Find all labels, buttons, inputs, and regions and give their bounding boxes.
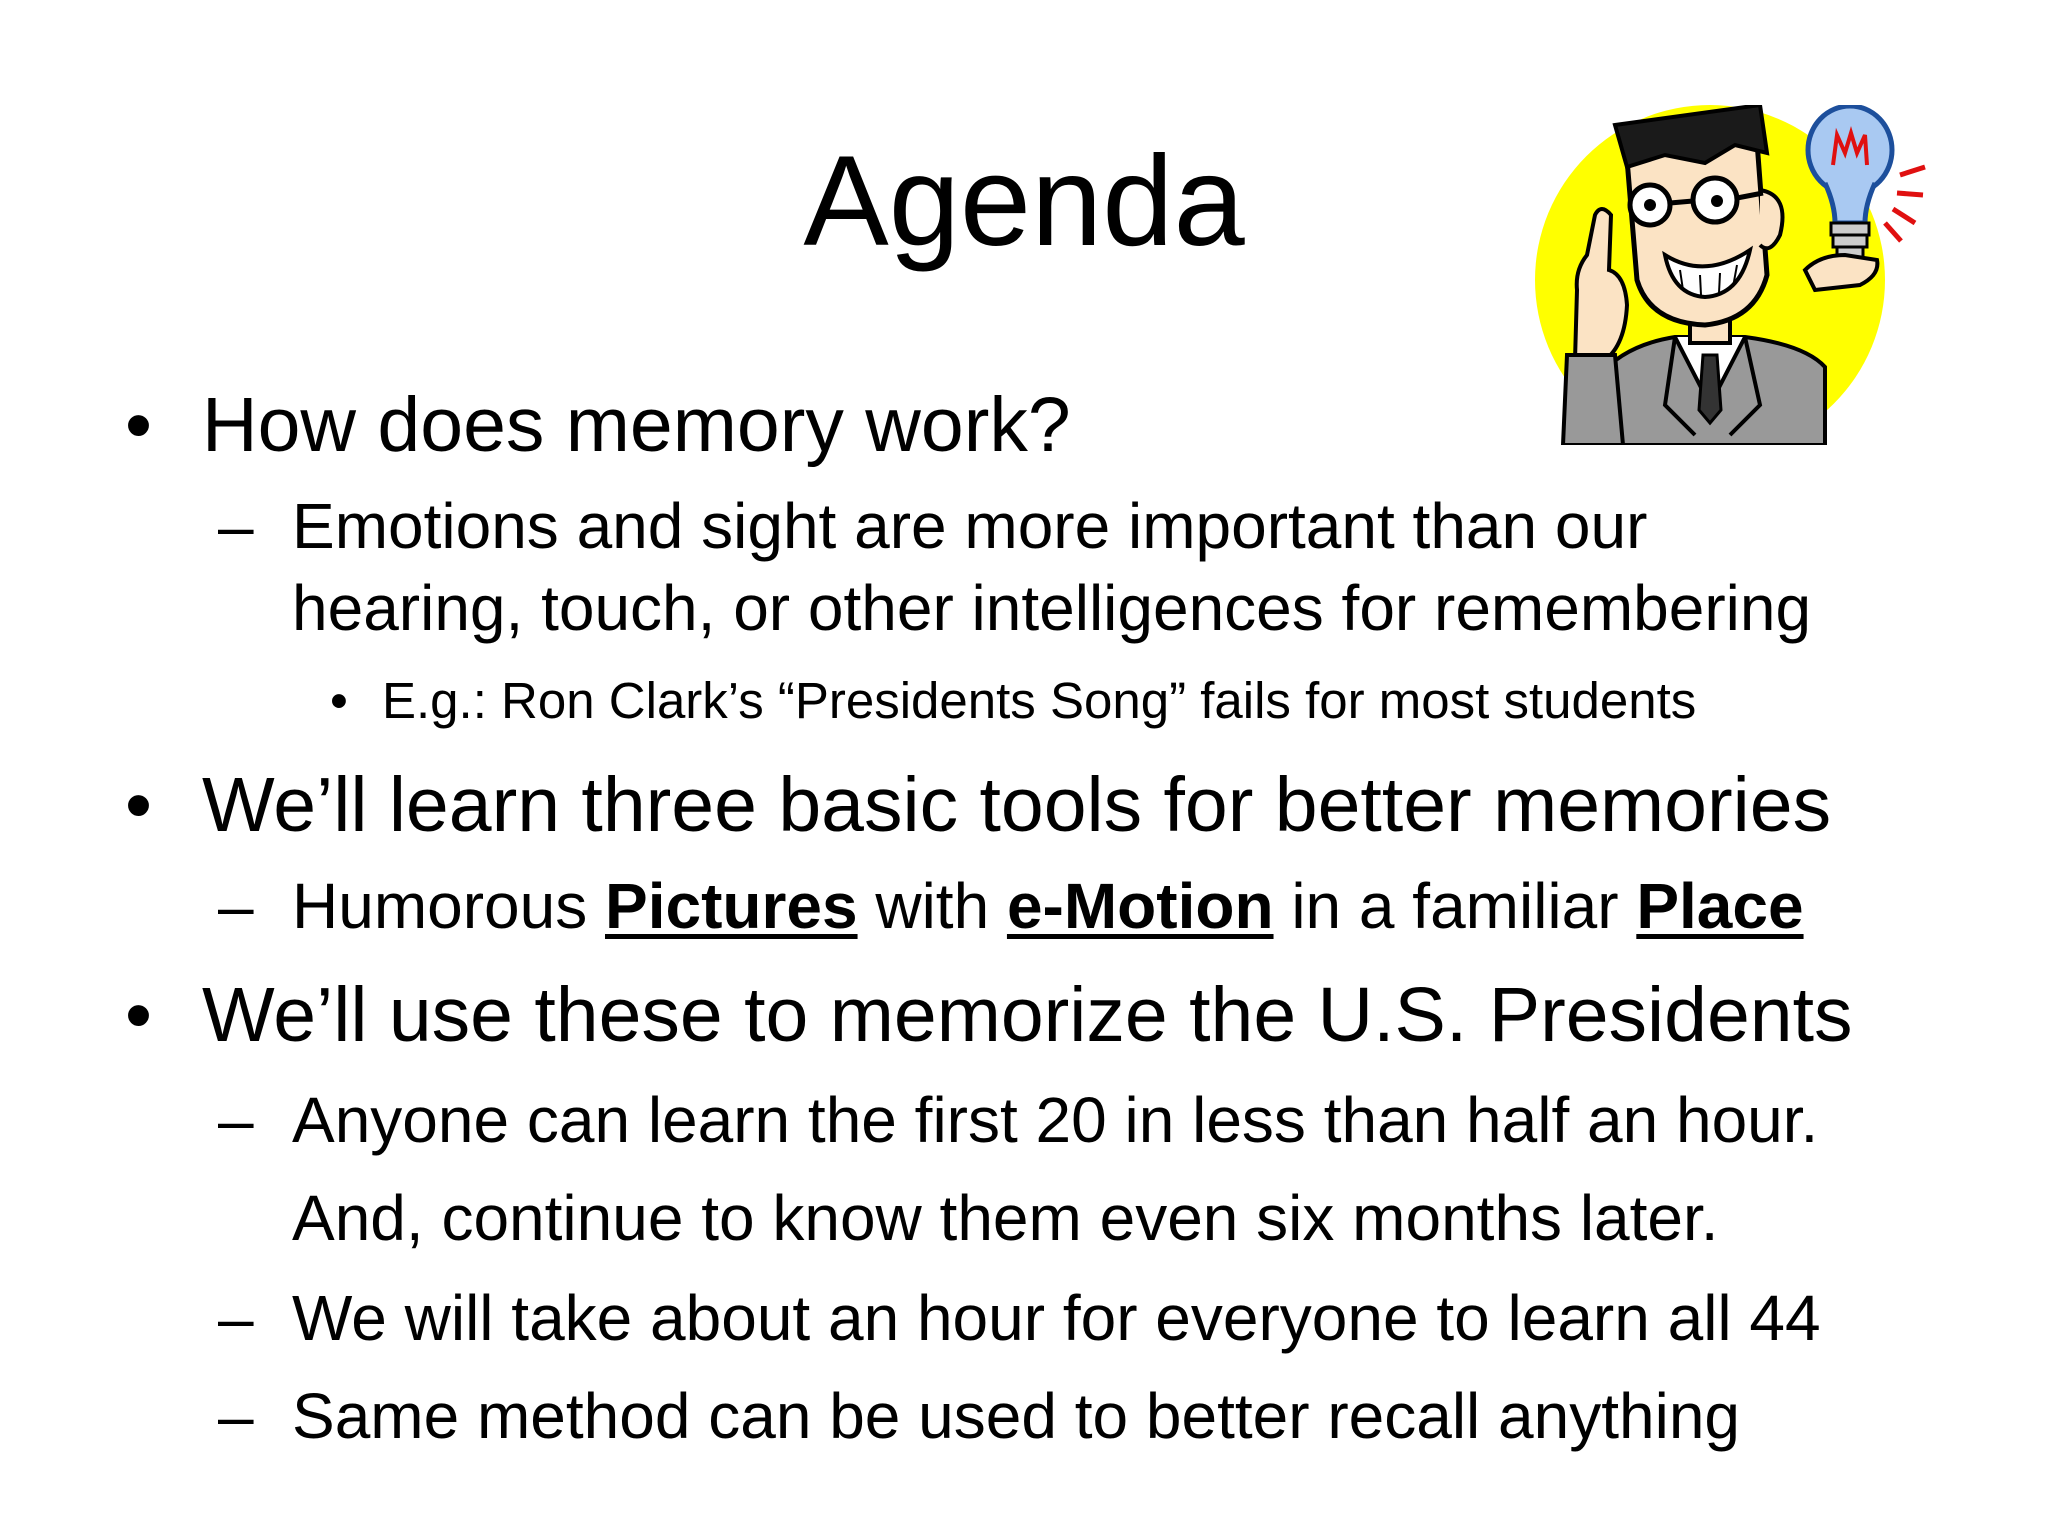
text-humorous: Humorous — [292, 870, 605, 942]
text-in-a-familiar: in a familiar — [1273, 870, 1637, 942]
man-with-lightbulb-icon — [1505, 105, 1935, 445]
bullet-1-sub-1-example: E.g.: Ron Clark’s “Presidents Song” fails for most students — [382, 672, 1697, 729]
dash-marker: – — [218, 1282, 254, 1354]
bullet-3-sub-1-line-2: And, continue to know them even six months later. — [292, 1182, 1719, 1254]
bullet-marker-small: • — [330, 672, 348, 729]
dash-marker: – — [218, 870, 254, 942]
bullet-2-sub-1 — [292, 868, 1804, 944]
bullet-2-text: We’ll learn three basic tools for better memories — [202, 762, 1832, 848]
bullet-marker: • — [125, 972, 152, 1058]
slide-title: Agenda — [803, 130, 1245, 273]
text-with: with — [857, 870, 1007, 942]
bullet-marker: • — [125, 382, 152, 468]
emphasis-pictures: Pictures — [605, 870, 858, 942]
emphasis-e-motion: e-Motion — [1006, 870, 1274, 942]
bullet-1-sub-1-line-1: Emotions and sight are more important than our — [292, 490, 1648, 562]
bullet-3-sub-3: Same method can be used to better recall anything — [292, 1380, 1740, 1452]
bullet-marker: • — [125, 762, 152, 848]
bullet-3-sub-2: We will take about an hour for everyone to learn all 44 — [292, 1282, 1821, 1354]
bullet-3-sub-1-line-1: Anyone can learn the first 20 in less than half an hour. — [292, 1084, 1819, 1156]
bullet-3-text: We’ll use these to memorize the U.S. Presidents — [202, 972, 1853, 1058]
dash-marker: – — [218, 490, 254, 562]
bullet-1-sub-1-line-2: hearing, touch, or other intelligences for remembering — [292, 572, 1812, 644]
dash-marker: – — [218, 1084, 254, 1156]
emphasis-place: Place — [1636, 870, 1804, 942]
dash-marker: – — [218, 1380, 254, 1452]
bullet-1-text: How does memory work? — [202, 382, 1071, 468]
lightbulb — [1808, 106, 1892, 194]
